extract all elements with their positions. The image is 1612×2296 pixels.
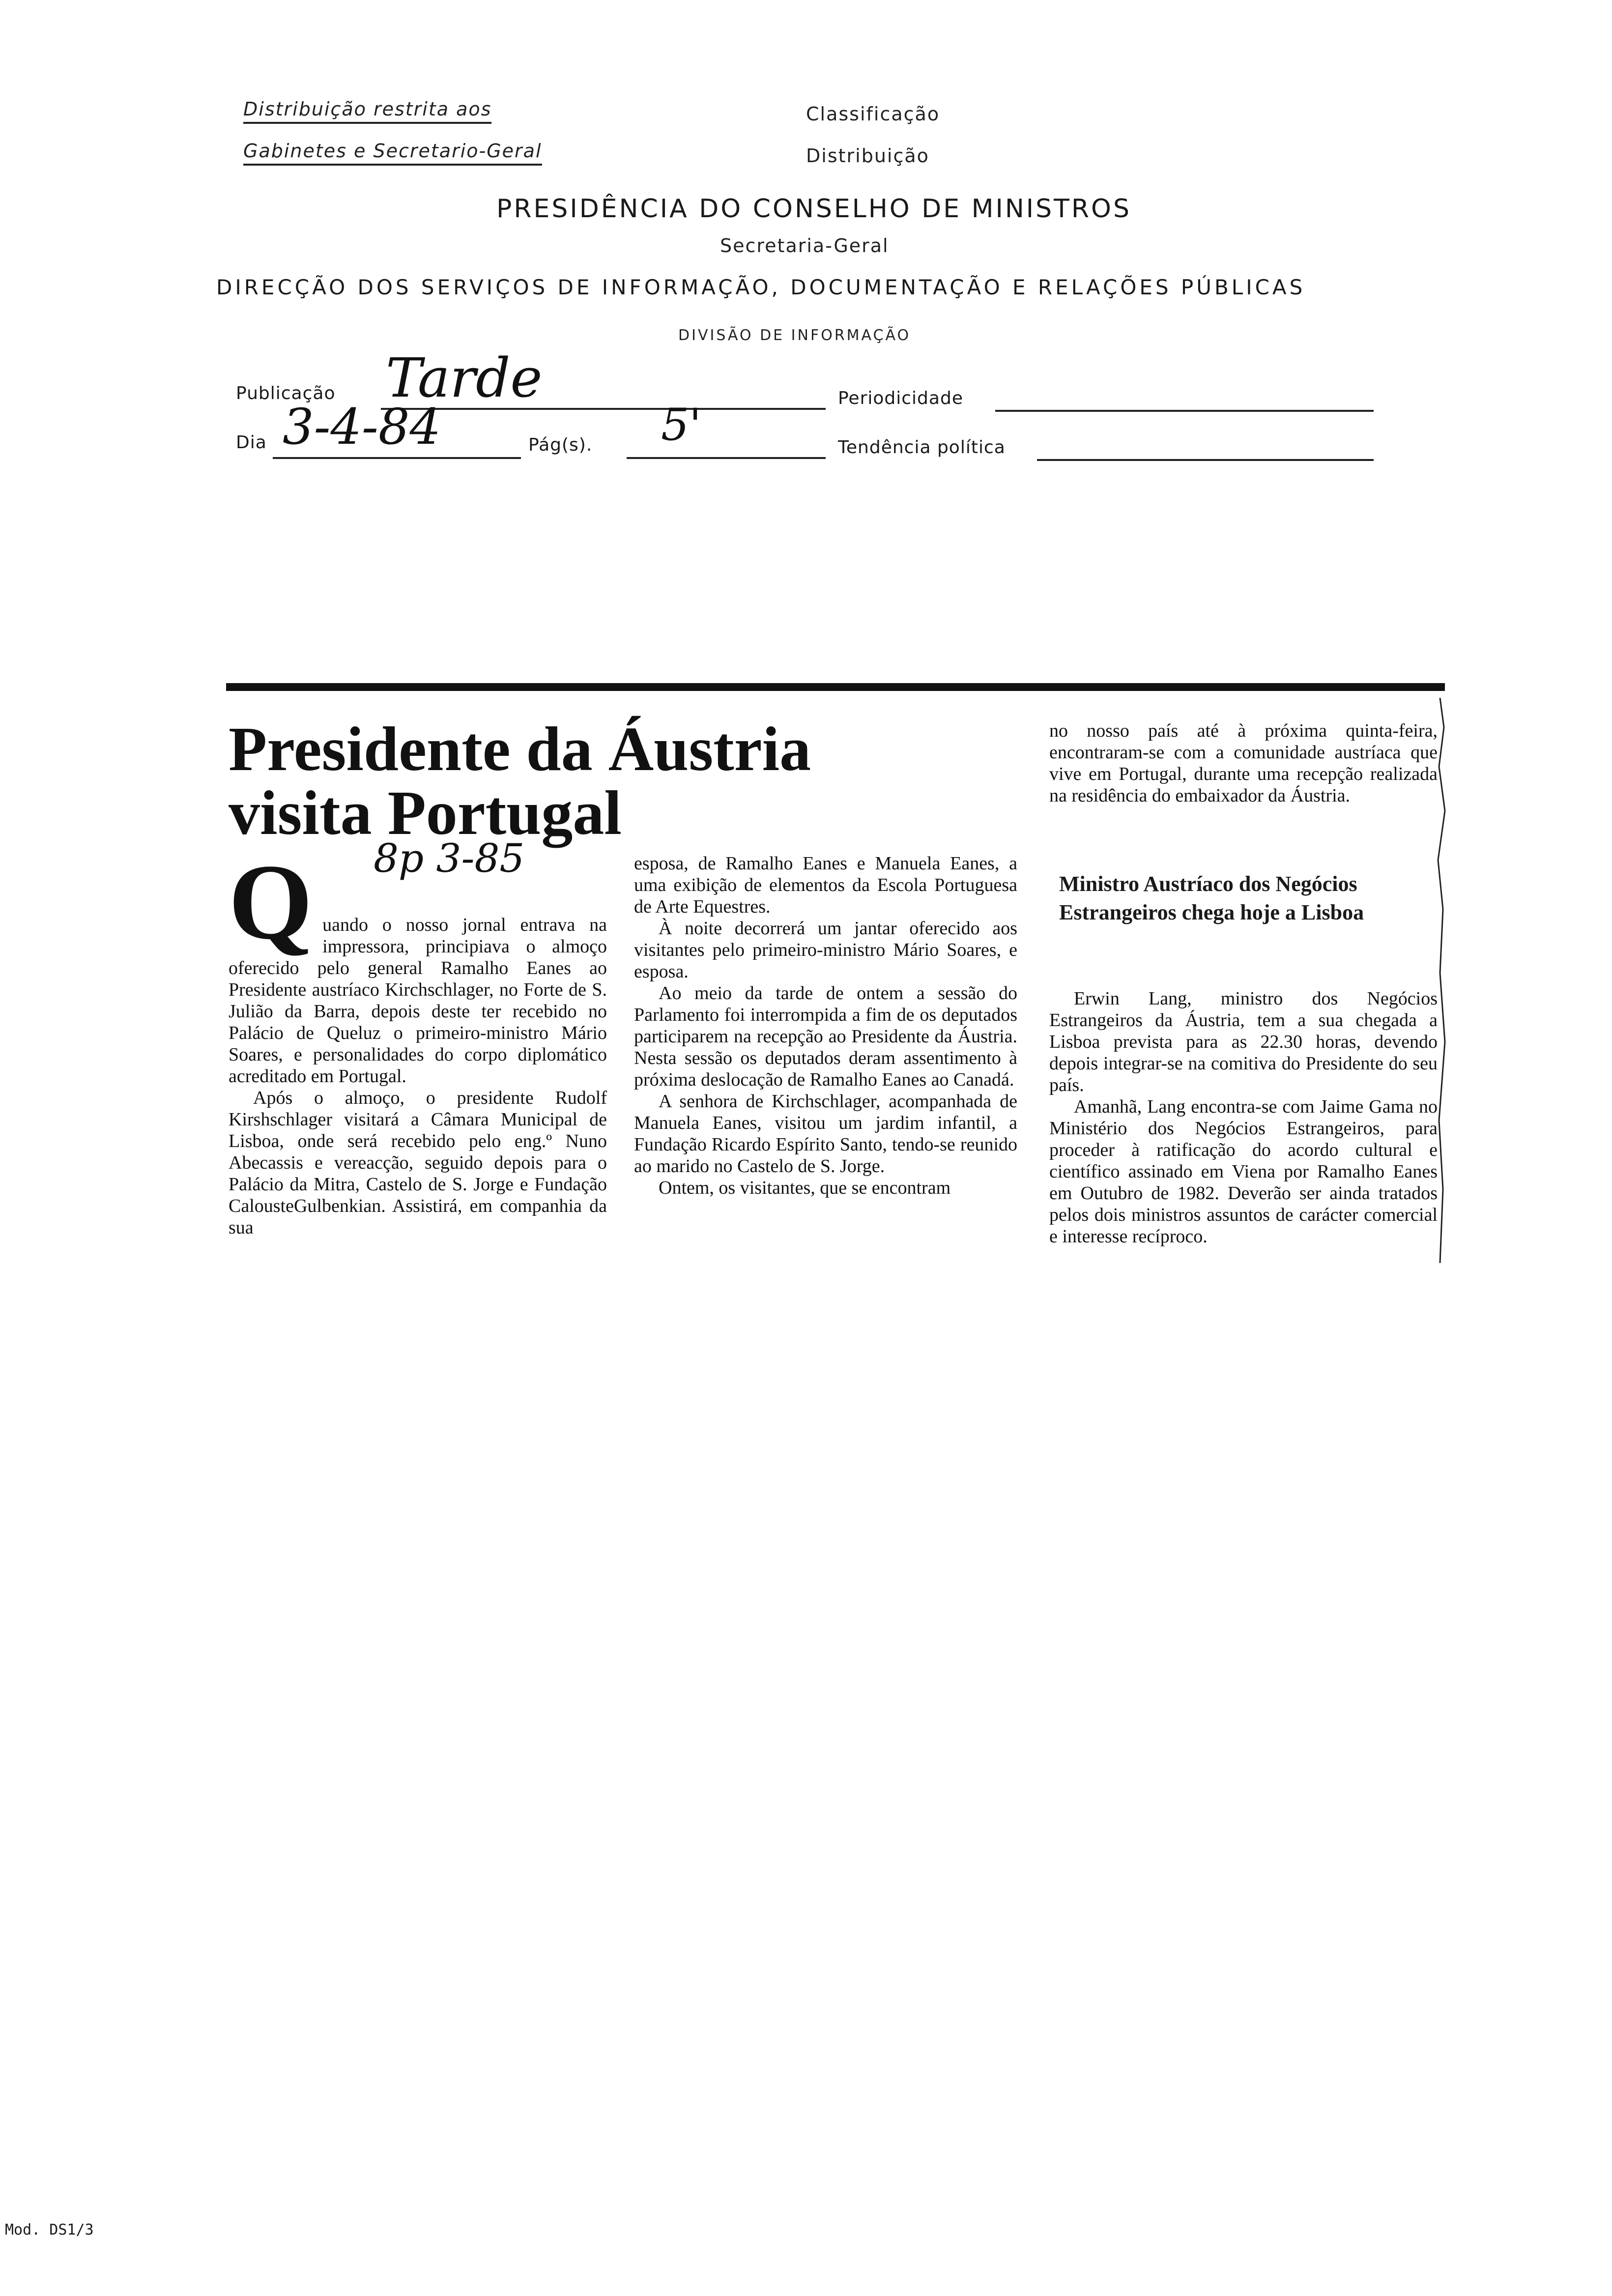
col3-top-paragraph: no nosso país até à próxima quinta-feira, encontraram-se com a comunidade austríaca que vive em Portugal, durante uma recepção realizada na residência do embaixador da Áustria. xyxy=(1049,720,1438,806)
col1-paragraph: Após o almoço, o presidente Rudolf Kirshschlager visitará a Câmara Municipal de Lisboa, onde será recebido pelo eng.º Nuno Abecassis e vereacção, seguido depois para o Palácio da Mitra, Castelo de S. Jorge e Fundação CalousteGulbenkian. Assistirá, em companhia da sua xyxy=(229,1088,607,1238)
handwritten-archive-note: 8p 3-85 xyxy=(374,835,525,881)
col2-paragraph: Ontem, os visitantes, que se encontram xyxy=(659,1177,951,1198)
distribution-line2-text: Gabinetes e Secretario-Geral xyxy=(243,140,542,166)
pages-field xyxy=(627,399,826,459)
date-field xyxy=(273,398,521,459)
col2-paragraph: A senhora de Kirchschlager, acompanhada de Manuela Eanes, visitou um jardim infantil, a Fundação Ricardo Espírito Santo, tendo-se reunido ao marido no Castelo de S. Jorge. xyxy=(634,1091,1017,1177)
col3-paragraph: Erwin Lang, ministro dos Negócios Estrangeiros da Áustria, tem a sua chegada a Lisboa prevista para as 22.30 horas, devendo depois integrar-se na comitiva do Presidente do seu país. xyxy=(1049,988,1438,1095)
organization-title: PRESIDÊNCIA DO CONSELHO DE MINISTROS xyxy=(496,194,1131,224)
col2-paragraph: esposa, de Ramalho Eanes e Manuela Eanes, a uma exibição de elementos da Escola Portuguesa de Arte Equestres. xyxy=(634,853,1017,917)
col1-paragraph: uando o nosso jornal entrava na impressora, principiava o almoço oferecido pelo general Ramalho Eanes ao Presidente austríaco Kirchschlager, no Forte de S. Julião da Barra, depois deste ter recebido no Palácio de Queluz o primeiro-ministro Mário Soares, e personalidades do corpo diplomático acreditado em Portugal. xyxy=(229,915,607,1087)
department-title: DIRECÇÃO DOS SERVIÇOS DE INFORMAÇÃO, DOCUMENTAÇÃO E RELAÇÕES PÚBLICAS xyxy=(216,275,1306,299)
article-column-2 xyxy=(634,853,1017,1199)
headline-line2: visita Portugal xyxy=(229,778,622,848)
publication-label: Publicação xyxy=(236,383,336,403)
political-field xyxy=(1037,432,1374,461)
distribution-line1-text: Distribuição restrita aos xyxy=(243,98,491,124)
distribution-line2 xyxy=(243,140,542,162)
sub-headline: Ministro Austríaco dos Negócios Estrangeiros chega hoje a Lisboa xyxy=(1059,872,1364,924)
political-label: Tendência política xyxy=(838,437,1006,458)
dropcap: Q xyxy=(229,842,313,962)
division-label: DIVISÃO DE INFORMAÇÃO xyxy=(678,327,911,344)
pages-value: 5' xyxy=(661,399,702,451)
clipping-cut-edge xyxy=(1425,698,1455,1263)
col2-paragraph: Ao meio da tarde de ontem a sessão do Parlamento foi interrompida a fim de os deputados participarem na recepção ao Presidente da Áustria. Nesta sessão os deputados deram assentimento à próxima deslocação de Ramalho Eanes ao Canadá. xyxy=(634,983,1017,1090)
clipping-top-rule xyxy=(226,683,1445,691)
periodicity-label: Periodicidade xyxy=(838,388,963,408)
article-column-3 xyxy=(1049,720,1438,806)
distribution-line1 xyxy=(243,98,491,120)
pages-label: Pág(s). xyxy=(528,435,593,455)
article-column-3-bottom xyxy=(1049,988,1438,1247)
distribution-label: Distribuição xyxy=(806,145,929,167)
article-column-1 xyxy=(229,842,607,1238)
publication-value: Tarde xyxy=(386,346,543,409)
classification-label: Classificação xyxy=(806,103,940,125)
headline-line1: Presidente da Áustria xyxy=(229,714,811,784)
col2-paragraph: À noite decorrerá um jantar oferecido aos visitantes pelo primeiro-ministro Mário Soares, e esposa. xyxy=(634,918,1017,982)
col3-paragraph: Amanhã, Lang encontra-se com Jaime Gama no Ministério dos Negócios Estrangeiros, para proceder à ratificação do acordo cultural e científico assinado em Viena por Ramalho Eanes em Outubro de 1982. Deverão ser ainda tratados pelos dois ministros assuntos de carácter comercial e interesse recíproco. xyxy=(1049,1096,1438,1247)
date-label: Dia xyxy=(236,432,267,453)
secretariat-label: Secretaria-Geral xyxy=(720,235,889,257)
form-code: Mod. DS1/3 xyxy=(5,2221,94,2239)
date-value: 3-4-84 xyxy=(283,398,441,456)
periodicity-field xyxy=(995,383,1374,412)
publication-field xyxy=(381,346,826,410)
